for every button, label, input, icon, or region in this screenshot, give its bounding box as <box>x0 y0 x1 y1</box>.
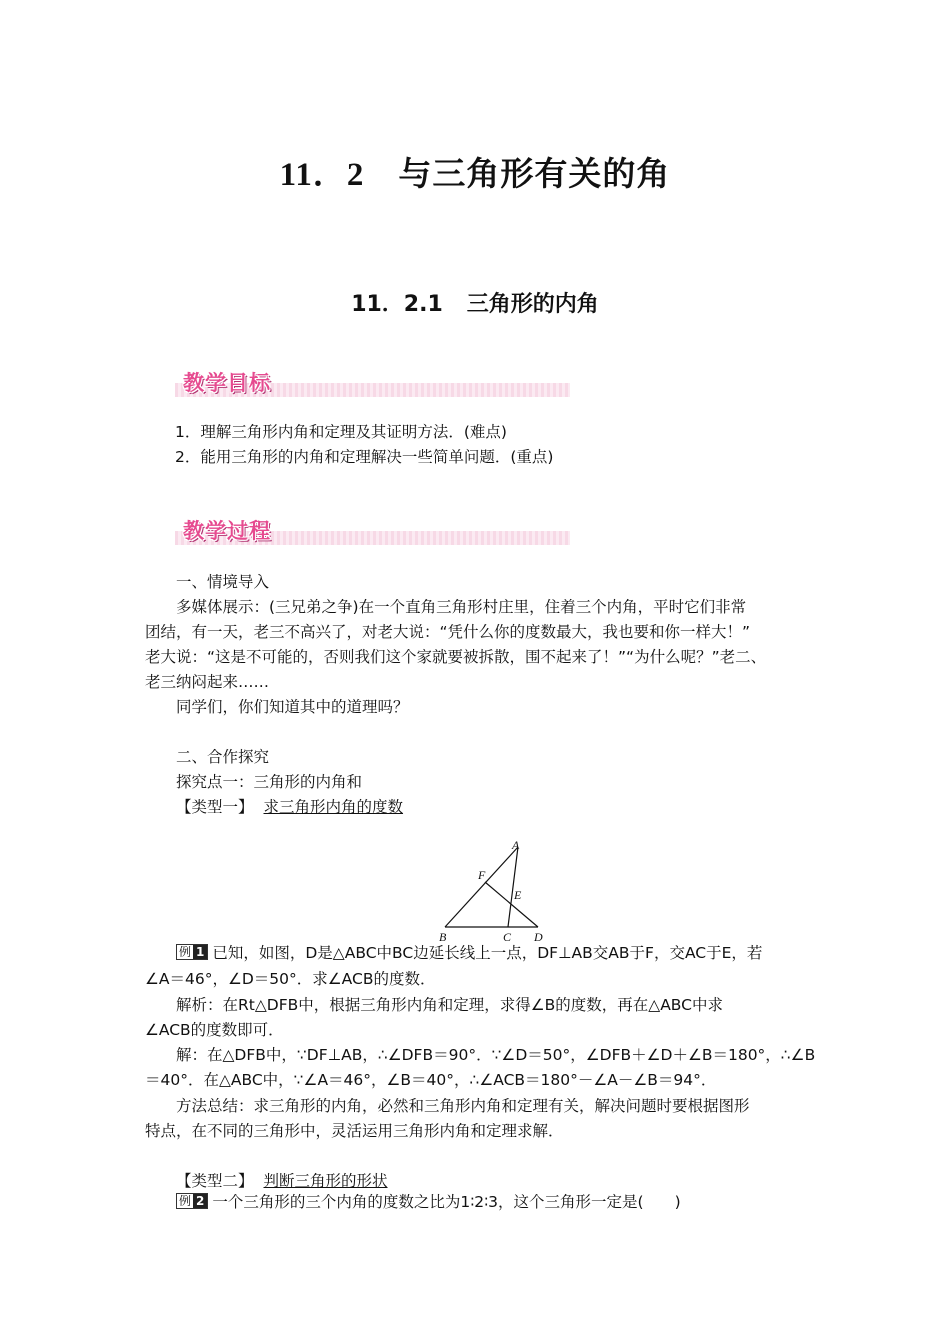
objective-item-1: 1．理解三角形内角和定理及其证明方法．(难点) <box>175 423 507 441</box>
section1-p1-line3: 老大说：“这是不可能的，否则我们这个家就要被拆散，围不起来了！”“为什么呢？”老二、 <box>145 648 767 666</box>
subtitle-text: 三角形的内角 <box>466 292 599 317</box>
type1-line <box>176 795 403 819</box>
example2-badge <box>176 1193 208 1209</box>
example1-text-line1: 已知，如图，D是△ABC中BC边延长线上一点，DF⊥AB交AB于F，交AC于E，若 <box>212 944 763 962</box>
section1-p1-line2: 团结，有一天，老三不高兴了，对老大说：“凭什么你的度数最大，我也要和你一样大！” <box>145 623 751 641</box>
badge-text: 例 <box>179 945 192 959</box>
label-b: B <box>439 930 447 944</box>
process-banner-label: 教学过程 <box>183 519 271 543</box>
section2-heading: 二、合作探究 <box>176 748 270 766</box>
example1-line2: ∠A＝46°，∠D＝50°．求∠ACB的度数． <box>145 970 436 988</box>
badge-number: 1 <box>193 945 207 959</box>
solution-line2: ＝40°．在△ABC中，∵∠A＝46°，∠B＝40°，∴∠ACB＝180°－∠A－∠B＝94°． <box>145 1071 717 1089</box>
type2-title: 判断三角形的形状 <box>263 1172 388 1190</box>
badge-number: 2 <box>193 1194 207 1208</box>
type1-title: 求三角形内角的度数 <box>263 798 404 816</box>
subtitle-number: 11．2.1 <box>351 292 443 317</box>
exploration-point-1: 探究点一：三角形的内角和 <box>176 773 363 791</box>
summary-line1: 方法总结：求三角形的内角，必然和三角形内角和定理有关，解决问题时要根据图形 <box>176 1097 750 1115</box>
badge-text: 例 <box>179 1194 192 1208</box>
segment-ba <box>445 847 518 927</box>
segment-ac <box>508 847 518 927</box>
label-a: A <box>512 838 520 852</box>
analysis-line1: 解析：在Rt△DFB中，根据三角形内角和定理，求得∠B的度数，再在△ABC中求 <box>176 996 723 1014</box>
section-title <box>0 287 950 318</box>
objectives-banner-label: 教学目标 <box>183 371 271 395</box>
label-d: D <box>534 930 543 944</box>
label-c: C <box>503 930 512 944</box>
section1-p1-line1: 多媒体展示：(三兄弟之争)在一个直角三角形村庄里，住着三个内角，平时它们非常 <box>176 598 747 616</box>
objective-item-2: 2．能用三角形的内角和定理解决一些简单问题．(重点) <box>175 448 554 466</box>
process-banner <box>175 515 570 547</box>
summary-line2: 特点，在不同的三角形中，灵活运用三角形内角和定理求解． <box>145 1122 564 1140</box>
example1-line1 <box>176 941 762 965</box>
solution-line1: 解：在△DFB中，∵DF⊥AB，∴∠DFB＝90°．∵∠D＝50°，∠DFB＋∠D＋∠B＝180°，∴∠B <box>176 1046 816 1064</box>
type2-tag: 【类型二】 <box>176 1172 254 1190</box>
section1-p1-line4: 老三纳闷起来…… <box>145 673 270 691</box>
label-e: E <box>514 888 522 902</box>
section1-p2: 同学们，你们知道其中的道理吗？ <box>176 698 409 716</box>
title-number: 11．2 <box>279 157 365 193</box>
section1-heading: 一、情境导入 <box>176 573 270 591</box>
objectives-banner <box>175 367 570 399</box>
example2-line <box>176 1190 681 1214</box>
type1-tag: 【类型一】 <box>176 798 254 816</box>
example2-text: 一个三角形的三个内角的度数之比为1∶2∶3，这个三角形一定是( ) <box>212 1193 681 1211</box>
triangle-figure <box>430 835 550 945</box>
analysis-line2: ∠ACB的度数即可． <box>145 1021 284 1039</box>
label-f: F <box>478 868 486 882</box>
title-text: 与三角形有关的角 <box>398 154 671 193</box>
page-title <box>0 148 950 195</box>
example1-badge <box>176 944 208 960</box>
segment-df <box>485 882 538 927</box>
